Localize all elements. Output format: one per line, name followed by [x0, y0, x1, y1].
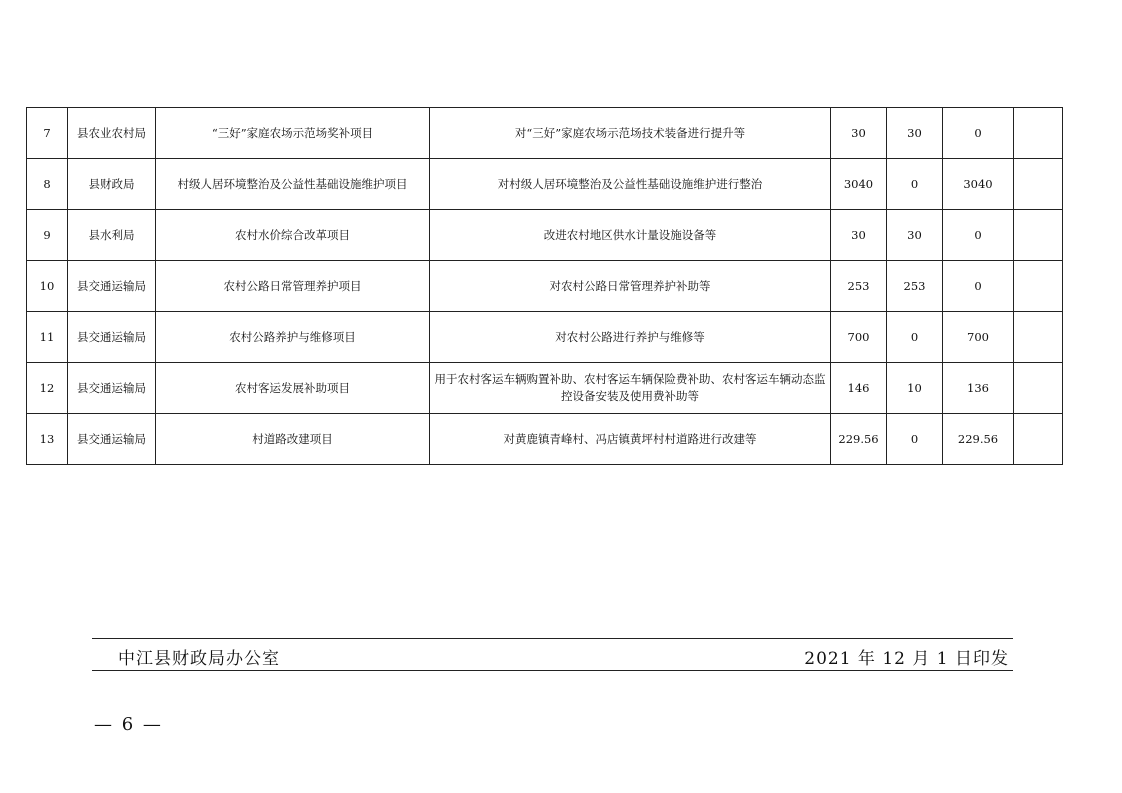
cell-remarks	[1014, 414, 1063, 465]
cell-department: 县交通运输局	[68, 261, 156, 312]
cell-department: 县交通运输局	[68, 312, 156, 363]
table-row	[27, 312, 1063, 363]
cell-serial-number: 13	[27, 414, 68, 465]
table-body	[27, 108, 1063, 465]
cell-project-content: 对农村公路日常管理养护补助等	[430, 261, 831, 312]
cell-project-content: 用于农村客运车辆购置补助、农村客运车辆保险费补助、农村客运车辆动态监控设备安装及使用费补助等	[430, 363, 831, 414]
cell-amount-3: 0	[943, 210, 1014, 261]
cell-amount-3: 0	[943, 261, 1014, 312]
project-table	[26, 107, 1063, 465]
cell-remarks	[1014, 210, 1063, 261]
cell-amount-2: 253	[887, 261, 943, 312]
cell-department: 县交通运输局	[68, 414, 156, 465]
cell-serial-number: 10	[27, 261, 68, 312]
cell-project-name: 村道路改建项目	[156, 414, 430, 465]
cell-department: 县水利局	[68, 210, 156, 261]
cell-project-content: 对黄鹿镇青峰村、冯店镇黄坪村村道路进行改建等	[430, 414, 831, 465]
cell-amount-2: 30	[887, 210, 943, 261]
cell-project-name: 农村客运发展补助项目	[156, 363, 430, 414]
cell-serial-number: 7	[27, 108, 68, 159]
cell-total-amount: 3040	[831, 159, 887, 210]
table-row	[27, 159, 1063, 210]
cell-amount-2: 0	[887, 159, 943, 210]
table-row	[27, 414, 1063, 465]
cell-total-amount: 30	[831, 108, 887, 159]
cell-department: 县交通运输局	[68, 363, 156, 414]
cell-serial-number: 8	[27, 159, 68, 210]
cell-amount-3: 136	[943, 363, 1014, 414]
cell-amount-3: 0	[943, 108, 1014, 159]
cell-amount-2: 30	[887, 108, 943, 159]
cell-project-name: 村级人居环境整治及公益性基础设施维护项目	[156, 159, 430, 210]
cell-total-amount: 146	[831, 363, 887, 414]
cell-remarks	[1014, 363, 1063, 414]
footer-top-rule	[92, 638, 1013, 639]
cell-amount-3: 229.56	[943, 414, 1014, 465]
cell-project-name: “三好”家庭农场示范场奖补项目	[156, 108, 430, 159]
cell-total-amount: 700	[831, 312, 887, 363]
cell-remarks	[1014, 159, 1063, 210]
cell-project-name: 农村公路养护与维修项目	[156, 312, 430, 363]
cell-serial-number: 12	[27, 363, 68, 414]
cell-amount-3: 700	[943, 312, 1014, 363]
cell-project-name: 农村公路日常管理养护项目	[156, 261, 430, 312]
cell-project-content: 对村级人居环境整治及公益性基础设施维护进行整治	[430, 159, 831, 210]
cell-amount-2: 10	[887, 363, 943, 414]
table-row	[27, 363, 1063, 414]
cell-amount-2: 0	[887, 414, 943, 465]
cell-project-content: 改进农村地区供水计量设施设备等	[430, 210, 831, 261]
page-number: — 6 —	[94, 714, 163, 735]
cell-remarks	[1014, 108, 1063, 159]
table-row	[27, 108, 1063, 159]
cell-total-amount: 30	[831, 210, 887, 261]
footer-issue-date: 2021 年 12 月 1 日印发	[804, 649, 1009, 669]
cell-amount-3: 3040	[943, 159, 1014, 210]
footer-office: 中江县财政局办公室	[118, 649, 280, 669]
cell-total-amount: 253	[831, 261, 887, 312]
cell-department: 县农业农村局	[68, 108, 156, 159]
cell-project-content: 对“三好”家庭农场示范场技术装备进行提升等	[430, 108, 831, 159]
cell-department: 县财政局	[68, 159, 156, 210]
cell-remarks	[1014, 312, 1063, 363]
table-row	[27, 210, 1063, 261]
cell-remarks	[1014, 261, 1063, 312]
table-row	[27, 261, 1063, 312]
cell-project-content: 对农村公路进行养护与维修等	[430, 312, 831, 363]
cell-serial-number: 9	[27, 210, 68, 261]
cell-serial-number: 11	[27, 312, 68, 363]
footer-bottom-rule	[92, 670, 1013, 671]
cell-total-amount: 229.56	[831, 414, 887, 465]
cell-project-name: 农村水价综合改革项目	[156, 210, 430, 261]
cell-amount-2: 0	[887, 312, 943, 363]
